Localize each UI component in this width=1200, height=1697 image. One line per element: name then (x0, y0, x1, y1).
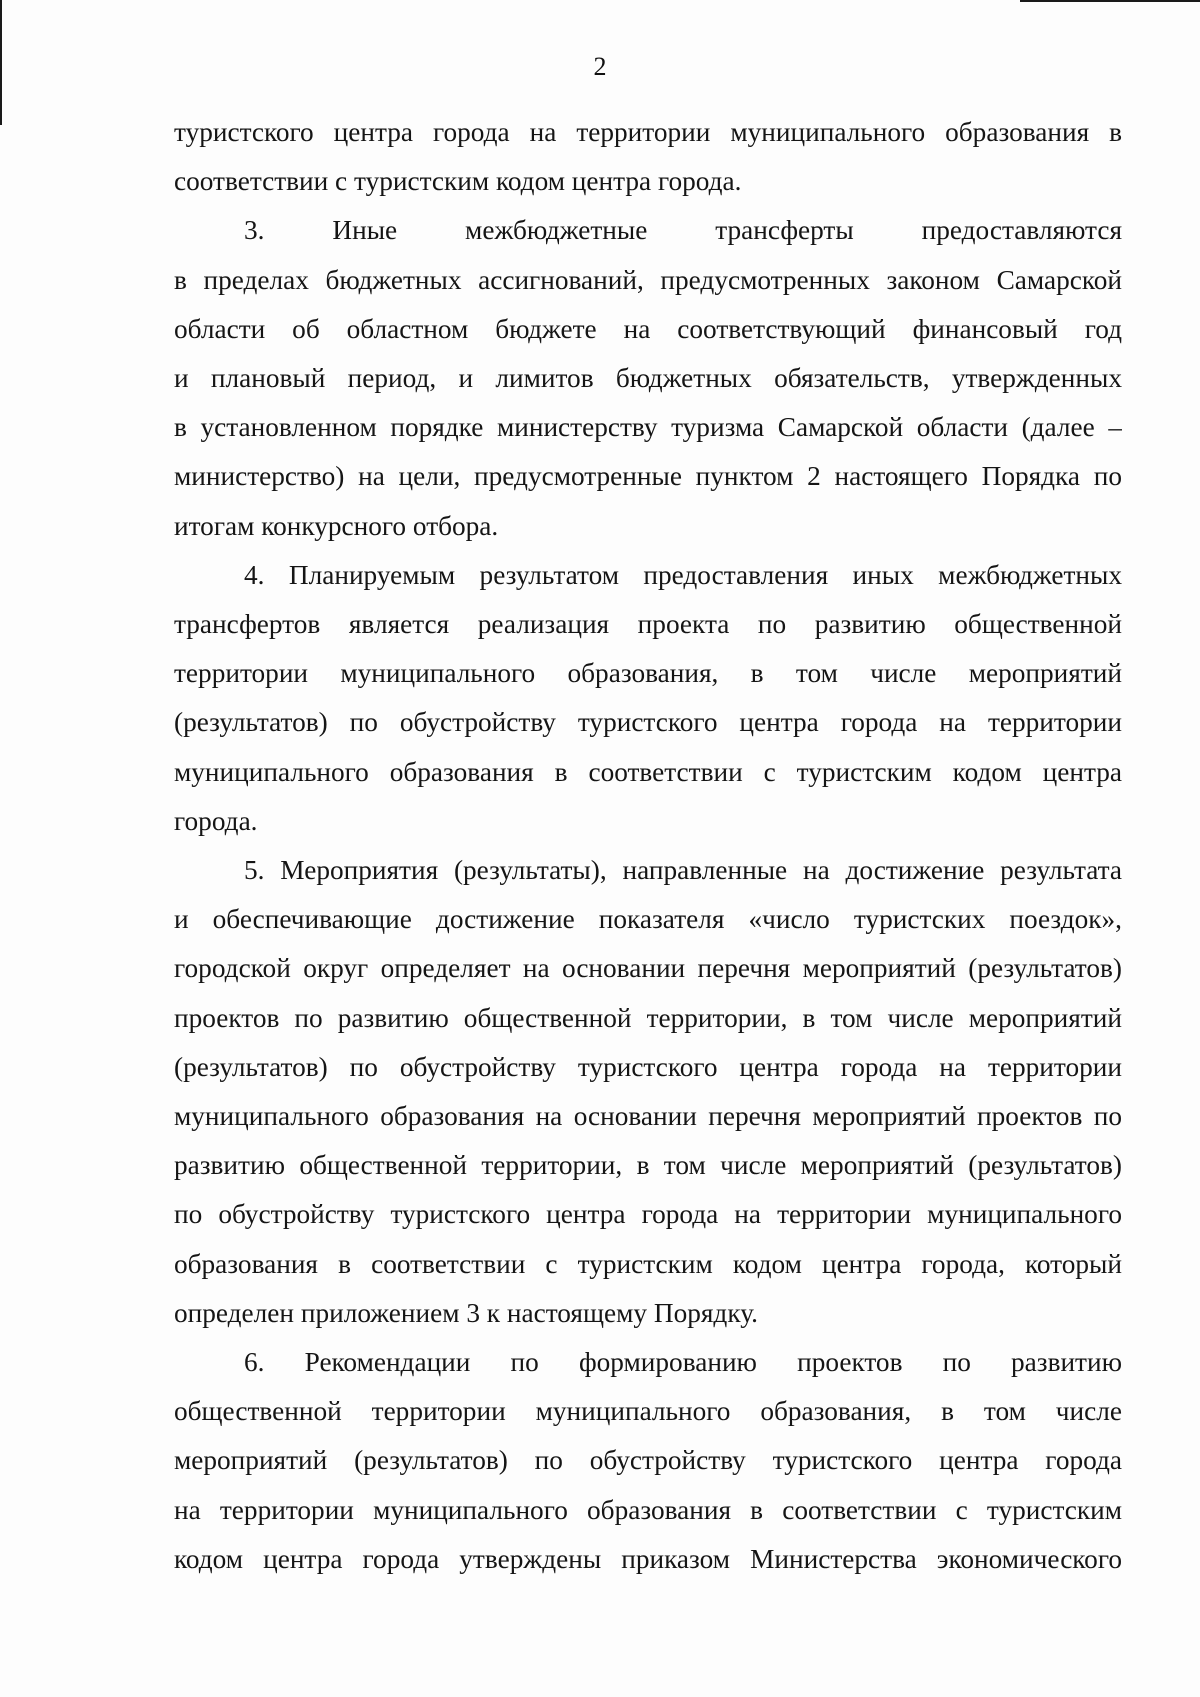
paragraph-continuation (174, 108, 1122, 206)
text-line: муниципального образования на основании перечня мероприятий проектов по (174, 1101, 1122, 1132)
text-line: в установленном порядке министерству туризма Самарской области (далее – (174, 412, 1122, 443)
text-line: и плановый период, и лимитов бюджетных обязательств, утвержденных (174, 363, 1122, 394)
text-line: определен приложением 3 к настоящему Порядку. (174, 1297, 758, 1328)
text-line: общественной территории муниципального образования, в том числе (174, 1396, 1122, 1427)
text-line: области об областном бюджете на соответствующий финансовый год (174, 313, 1122, 344)
text-line: территории муниципального образования, в том числе мероприятий (174, 658, 1122, 689)
text-line: кодом центра города утверждены приказом Министерства экономического (174, 1543, 1122, 1574)
text-line: (результатов) по обустройству туристского центра города на территории (174, 1051, 1122, 1082)
text-line: министерство) на цели, предусмотренные пунктом 2 настоящего Порядка по (174, 461, 1122, 492)
text-line: муниципального образования в соответствии с туристским кодом центра (174, 756, 1122, 787)
page-number: 2 (593, 52, 607, 81)
text-line: на территории муниципального образования в соответствии с туристским (174, 1494, 1122, 1525)
text-line: города. (174, 805, 258, 836)
paragraph-item-5 (174, 846, 1122, 1338)
text-line: трансфертов является реализация проекта по развитию общественной (174, 609, 1122, 640)
text-line: 5. Мероприятия (результаты), направленные на достижение результата (244, 855, 1122, 886)
text-line: туристского центра города на территории муниципального образования в (174, 117, 1122, 147)
text-line: по обустройству туристского центра города на территории муниципального (174, 1199, 1122, 1230)
text-line: 3. Иные межбюджетные трансферты предоставляются (244, 215, 1122, 246)
text-line: итогам конкурсного отбора. (174, 510, 499, 541)
text-line: и обеспечивающие достижение показателя «число туристских поездок», (174, 904, 1122, 935)
text-line: в пределах бюджетных ассигнований, предусмотренных законом Самарской (174, 264, 1122, 295)
text-line: 6. Рекомендации по формированию проектов по развитию (244, 1347, 1122, 1378)
text-line: мероприятий (результатов) по обустройству туристского центра города (174, 1445, 1122, 1476)
text-line: (результатов) по обустройству туристского центра города на территории (174, 707, 1122, 738)
text-line: развитию общественной территории, в том числе мероприятий (результатов) (174, 1150, 1122, 1181)
scan-top-edge-mark (1020, 0, 1200, 2)
text-line: соответствии с туристским кодом центра города. (174, 166, 742, 197)
paragraph-item-4 (174, 551, 1122, 846)
text-line: городской округ определяет на основании перечня мероприятий (результатов) (174, 953, 1122, 984)
text-line: образования в соответствии с туристским кодом центра города, который (174, 1248, 1122, 1279)
text-line: проектов по развитию общественной территории, в том числе мероприятий (174, 1002, 1122, 1033)
paragraph-item-6 (174, 1338, 1122, 1584)
document-body (174, 108, 1122, 1584)
text-line: 4. Планируемым результатом предоставления иных межбюджетных (244, 559, 1122, 590)
paragraph-item-3 (174, 206, 1122, 550)
